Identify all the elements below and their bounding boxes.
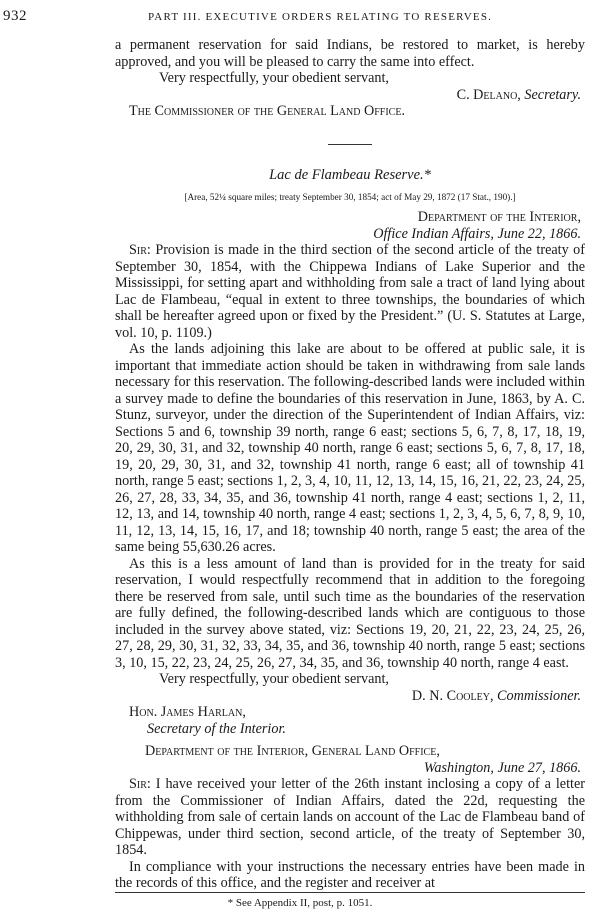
footnote: * See Appendix II, post, p. 1051.	[227, 897, 373, 909]
letter2-para1-text: I have received your letter of the 26th instant inclosing a copy of a letter from the Commissioner of Indian Affairs, dated the 22d, requesting the withholding from sale of certain lands on account of the Lac de Flambeau band of Chippewas, under third section, second article, of the treaty of September 30, 1854.	[115, 776, 586, 858]
top-letter-addressee: The Commissioner of the General Land Office.	[129, 103, 406, 119]
letter1-para1-text: Provision is made in the third section of the second article of the treaty of September 30, 1854, with the Chippewa Indians of Lake Superior and the Mississippi, for setting apart and withholding from sale a tract of land lying about Lac de Flambeau, “equal in extent to three townships, the boundaries of which shall be hereafter agreed upon or fixed by the President.” (U. S. Statutes at Large, vol. 10, p. 1109.)	[115, 242, 586, 341]
letter1-recipient: Hon. James Harlan,	[129, 704, 246, 720]
letter1-recipient-title: Secretary of the Interior.	[147, 720, 286, 737]
letter2-salutation: Sir:	[129, 776, 151, 792]
letter1-paragraph-1	[115, 242, 585, 341]
letter1-salutation: Sir:	[129, 242, 151, 258]
top-letter-signature	[115, 87, 585, 104]
section-title: Lac de Flambeau Reserve.*	[269, 166, 431, 183]
letter2-paragraph-2: In compliance with your instructions the necessary entries have been made in the records of this office, and the register and receiver at	[115, 858, 585, 891]
letter2-dateline: Washington, June 27, 1866.	[423, 759, 581, 776]
letter1-paragraph-3: As this is a less amount of land than is provided for in the treaty for said reservation, I would respectfully recommend that in addition to the foregoing there be reserved from sale, until such time as the boundaries of the reservation are fully defined, the following-described lands which are contiguous to those included in the survey above stated, viz: Sections 19, 20, 21, 22, 23, 24, 25, 26, 27, 28, 29, 30, 31, 32, 33, 34, 35, and 36, township 40 north, range 5 east; sections 3, 10, 15, 22, 23, 24, 25, 26, 27, 34, 35, and 36, township 40 north, range 4 east.	[115, 555, 585, 671]
letter2-department: Department of the Interior, General Land Office,	[145, 743, 440, 759]
letter1-signer-name: D. N. Cooley,	[411, 687, 494, 704]
top-letter-signer-title: Secretary.	[524, 86, 581, 103]
letter1-signer-title: Commissioner.	[497, 687, 581, 704]
section-note: [Area, 52¼ square miles; treaty September 30, 1854; act of May 29, 1872 (17 Stat., 190).]	[184, 192, 516, 202]
letter1-dateline: Office Indian Affairs, June 22, 1866.	[373, 225, 581, 242]
top-letter-signer-name: C. Delano,	[456, 86, 521, 103]
top-letter-closing: Very respectfully, your obedient servant,	[159, 70, 389, 86]
section-divider	[328, 144, 372, 145]
letter2-paragraph-1	[115, 776, 585, 859]
running-title: PART III. EXECUTIVE ORDERS RELATING TO RESERVES.	[148, 11, 493, 23]
letter1-department: Department of the Interior,	[417, 209, 581, 225]
letter1-signature	[115, 688, 585, 705]
footnote-rule	[115, 892, 585, 893]
top-letter-text: a permanent reservation for said Indians, be restored to market, is hereby approved, and you will be pleased to carry the same into effect.	[115, 37, 585, 70]
page-number: 932	[3, 8, 27, 24]
page-body	[115, 37, 585, 892]
page-header	[0, 8, 600, 26]
letter1-paragraph-2: As the lands adjoining this lake are about to be offered at public sale, it is important that immediate action should be taken in withdrawing from sale lands necessary for this reservation. The following-described lands were included within a survey made to define the boundaries of this reservation in June, 1863, by A. C. Stunz, surveyor, under the direction of the Superintendent of Indian Affairs, viz: Sections 5 and 6, township 39 north, range 6 east; sections 5, 6, 7, 8, 17, 18, 19, 20, 29, 30, 31, and 32, township 40 north, range 6 east; sections 5, 6, 7, 8, 17, 18, 19, 20, 29, 30, 31, and 32, township 41 north, range 6 east; all of township 41 north, range 5 east; sections 1, 2, 3, 4, 10, 11, 12, 13, 14, 15, 16, 21, 22, 23, 24, 25, 26, 27, 28, 33, 34, 35, and 36, township 41 north, range 4 east; sections 1, 2, 11, 12, 13, and 14, township 40 north, range 4 east; sections 1, 2, 3, 4, 5, 6, 7, 8, 9, 10, 11, 12, 13, 14, 15, 16, 17, and 18; township 40 north, range 5 east; the area of the same being 55,630.26 acres.	[115, 341, 585, 555]
letter1-closing: Very respectfully, your obedient servant,	[159, 671, 389, 687]
